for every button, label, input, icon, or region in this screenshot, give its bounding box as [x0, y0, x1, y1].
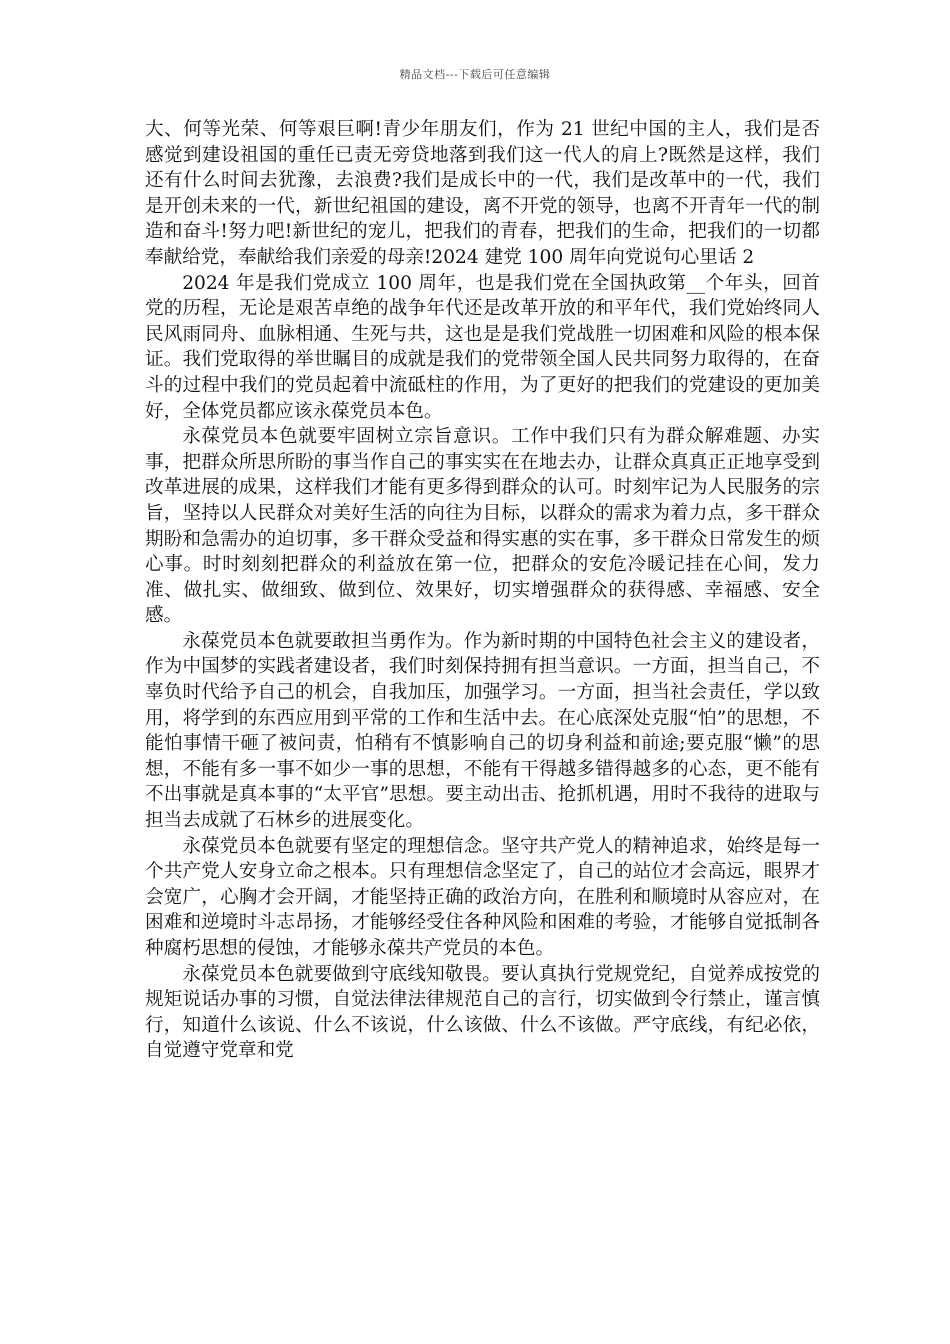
paragraph-2: 2024 年是我们党成立 100 周年，也是我们党在全国执政第__个年头，回首党的历程，无论是艰苦卓绝的战争年代还是改革开放的和平年代，我们党始终同人民风雨同舟、血脉相通、生死与共，这也是是我们党战胜一切困难和风险的根本保证。我们党取得的举世瞩目的成就是我们的党带领全国人民共同努力取得的，在奋斗的过程中我们的党员起着中流砥柱的作用，为了更好的把我们的党建设的更加美好，全体党员都应该永葆党员本色。	[145, 272, 820, 422]
paragraph-6: 永葆党员本色就要做到守底线知敬畏。要认真执行党规党纪，自觉养成按党的规矩说话办事的习惯，自觉法律法律规范自己的言行，切实做到令行禁止，谨言慎行，知道什么该说、什么不该说，什么该做、什么不该做。严守底线，有纪必依，自觉遵守党章和党	[145, 963, 820, 1062]
paragraph-4: 永葆党员本色就要敢担当勇作为。作为新时期的中国特色社会主义的建设者，作为中国梦的实践者建设者，我们时刻保持拥有担当意识。一方面，担当自己，不辜负时代给予自己的机会，自我加压，加强学习。一方面，担当社会责任，学以致用，将学到的东西应用到平常的工作和生活中去。在心底深处克服“怕”的思想，不能怕事情干砸了被问责，怕稍有不慎影响自己的切身利益和前途;要克服“懒”的思想，不能有多一事不如少一事的思想，不能有干得越多错得越多的心态，更不能有不出事就是真本事的“太平官”思想。要主动出击、抢抓机遇，用时不我待的进取与担当去成就了石林乡的进展变化。	[145, 630, 820, 832]
document-body	[145, 117, 820, 1064]
paragraph-3: 永葆党员本色就要牢固树立宗旨意识。工作中我们只有为群众解难题、办实事，把群众所思所盼的事当作自己的事实实在在地去办，让群众真真正正地享受到改革进展的成果，这样我们才能有更多得到群众的认可。时刻牢记为人民服务的宗旨，坚持以人民群众对美好生活的向往为目标，以群众的需求为着力点，多干群众期盼和急需办的迫切事，多干群众受益和得实惠的实在事，多干群众日常发生的烦心事。时时刻刻把群众的利益放在第一位，把群众的安危冷暖记挂在心间，发力准、做扎实、做细致、做到位、效果好，切实增强群众的获得感、幸福感、安全感。	[145, 426, 820, 627]
paragraph-1: 大、何等光荣、何等艰巨啊!青少年朋友们，作为 21 世纪中国的主人，我们是否感觉到建设祖国的重任已责无旁贷地落到我们这一代人的肩上?既然是这样，我们还有什么时间去犹豫，去浪费?我们是成长中的一代，我们是改革中的一代，我们是开创未来的一代，新世纪祖国的建设，离不开党的领导，也离不开青年一代的制造和奋斗!努力吧!新世纪的宠儿，把我们的青春，把我们的生命，把我们的一切都奉献给党，奉献给我们亲爱的母亲!2024 建党 100 周年向党说句心里话 2	[145, 119, 820, 268]
page-header: 精品文档---下载后可任意编辑	[399, 68, 551, 81]
paragraph-5: 永葆党员本色就要有坚定的理想信念。坚守共产党人的精神追求，始终是每一个共产党人安身立命之根本。只有理想信念坚定了，自己的站位才会高远，眼界才会宽广，心胸才会开阔，才能坚持正确的政治方向，在胜利和顺境时从容应对，在困难和逆境时斗志昂扬，才能够经受住各种风险和困难的考验，才能够自觉抵制各种腐朽思想的侵蚀，才能够永葆共产党员的本色。	[145, 835, 820, 959]
